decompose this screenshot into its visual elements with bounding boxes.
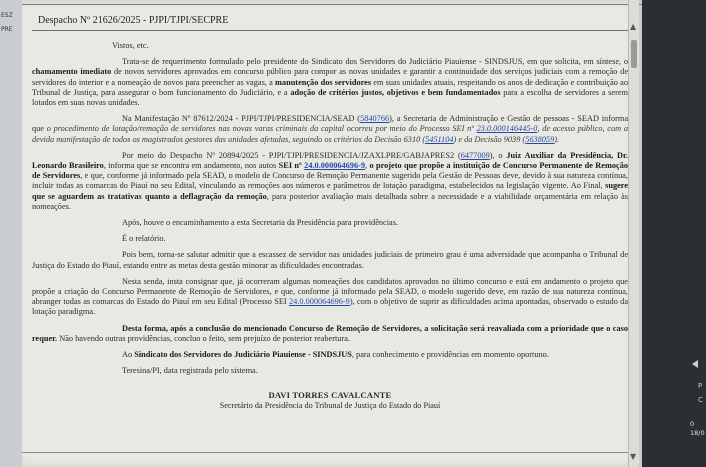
title-divider [32, 30, 628, 31]
doc-link-sei-146445[interactable]: 23.0.000146445-0 [476, 124, 538, 134]
strip-label-1: ESZ [1, 12, 13, 19]
paragraph-judge: Por meio do Despacho Nº 20894/2025 - PJPI/TJPI/PRESIDENCIA/JZAXLPRE/GABJAPRES2 (6477009), o Juiz Auxiliar da Presidência, Dr. Leonardo Brasileiro, informa que se encontra em andamento, nos autos SEI nº 24.0.000064696-9, o projeto que propõe a instituição de Concurso Permanente de Remoção de Servidores, e que, conforme já informado pela SEAD, o modelo de Concurso de Remoção Permanente sugerido pela Gestão de Pessoas deve, devido à sua natureza contínua, incluir todas as comarcas do Piauí no seu Edital, vinculando as remoções aos números e parâmetros de lotação paradigma, estabelecidos na legislação vigente. Ao Final, sugere que se aguardem as tratativas quanto a deflagração da remoção, para posterior avaliação mais detalhada sobre a necessidade e a viabilidade orçamentária em relação às nomeações. [32, 150, 628, 211]
doc-link-5451104[interactable]: 5451104 [425, 134, 454, 144]
scroll-thumb[interactable] [631, 40, 637, 68]
paragraph-shortage: Pois bem, torna-se salutar admitir que a escassez de servidor nas unidades judiciais de primeiro grau é uma adversidade que acompanha o Tribunal de Justiça do Estado do Piauí, estando entre as metas desta gestão minorar as dificuldades encontradas. [32, 250, 628, 270]
side-letter-c: C [698, 396, 703, 404]
strip-label-2: PRE [1, 26, 13, 33]
doc-link-5638059[interactable]: 5638059 [525, 134, 555, 144]
bottom-divider [22, 452, 628, 453]
signer-role: Secretário da Presidência do Tribunal de Justiça do Estado do Piauí [219, 400, 441, 410]
left-window-strip [0, 0, 23, 467]
document-content [32, 14, 628, 411]
paragraph-forward: Após, houve o encaminhamento a esta Secretaria da Presidência para providências. [122, 218, 398, 228]
greeting: Vistos, etc. [112, 41, 149, 50]
doc-link-sei-64696-b[interactable]: 24.0.000064696-9 [288, 297, 350, 307]
scroll-down-icon[interactable]: ▼ [630, 452, 637, 461]
clock-digit: 0 [690, 420, 695, 428]
side-letter-p: P [698, 382, 703, 390]
collapse-arrow-icon[interactable] [692, 360, 698, 368]
doc-link-5840766[interactable]: 5840766 [360, 114, 390, 124]
taskbar-clock [690, 420, 706, 438]
document-title: Despacho Nº 21626/2025 - PJPI/TJPI/SECPRE [38, 15, 229, 26]
paragraph-request: Trata-se de requerimento formulado pelo presidente do Sindicato dos Servidores do Judiciário Piauiense - SINDSJUS, em que solicita, em síntese, o chamamento imediato de novos servidores aprovados em concurso público para compor as novas unidades e garantir a continuidade dos serviços judiciais com a remoção de servidores do interior e a nomeação de novos para preencher as vagas, a manutenção dos servidores em suas unidades atuais, respeitando os anos de dedicação e contribuição ao Tribunal de Justiça, para assegurar o bom funcionamento do Judiciário, e a adoção de critérios justos, objetivos e bem fundamentados para a escolha de servidores a serem lotados em suas novas unidades. [32, 57, 628, 108]
right-desktop-panel [642, 0, 706, 467]
paragraph-recipient: Ao Sindicato dos Servidores do Judiciário Piauiense - SINDSJUS, para conhecimento e providências em momento oportuno. [122, 350, 549, 360]
doc-link-6477009[interactable]: 6477009 [460, 150, 490, 160]
top-divider [22, 4, 642, 5]
paragraph-conclusion: Desta forma, após a conclusão do mencionado Concurso de Remoção de Servidores, a solicitação será reavaliada com a prioridade que o caso requer. Não havendo outras providências, concluo o feito, sem prejuízo de posterior reabertura. [32, 323, 628, 343]
clock-date: 18/0 [690, 429, 705, 437]
paragraph-sead: Na Manifestação Nº 87612/2024 - PJPI/TJPI/PRESIDENCIA/SEAD (5840766), a Secretaria de Administração e Gestão de pessoas - SEAD informa que o procedimento de lotação/remoção de servidores nas novas varas criminais da capital ocorreu por meio do Processo SEI nº 23.0.000146445-0, de acesso público, com a devida manifestação de todos os magistrados gestores das unidades afetadas, seguindo os critérios da Decisão 6310 (5451104) e da Decisão 9039 (5638059). [32, 114, 628, 144]
paragraph-date: Teresina/PI, data registrada pelo sistema. [122, 366, 258, 376]
signer-name: DAVI TORRES CAVALCANTE [268, 390, 392, 401]
doc-link-sei-64696[interactable]: 24.0.000064696-9 [304, 161, 366, 171]
vertical-scrollbar[interactable] [628, 0, 639, 467]
scroll-up-icon[interactable]: ▲ [630, 22, 637, 31]
paragraph-appointments: Nesta senda, insta consignar que, já ocorreram algumas nomeações dos candidatos aprovados no último concurso e está em andamento o projeto que propõe a criação do Concurso Permanente de Remoção de Servidores, e que, conforme já informado pela SEAD, o modelo sugerido deve, em razão de sua natureza contínua, abranger todas as comarcas do Estado do Piauí em seu Edital (Processo SEI 24.0.000064696-9), com o objetivo de suprir as dificuldades acima apontadas, observado o estudo da lotação paradigma. [32, 276, 628, 317]
paragraph-report: É o relatório. [122, 234, 166, 244]
document-page [22, 0, 642, 467]
